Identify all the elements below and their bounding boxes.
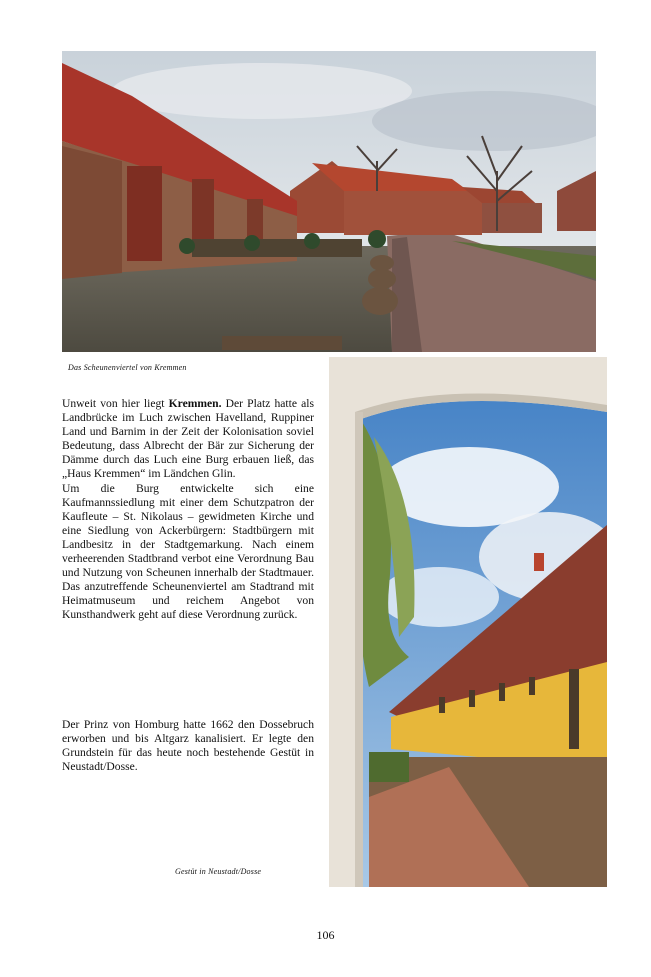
page-number: 106 <box>316 928 335 942</box>
photo-gestuet <box>329 357 607 887</box>
caption-scheunenviertel: Das Scheunenviertel von Kremmen <box>68 363 187 372</box>
text-block-homburg <box>62 718 314 774</box>
paragraph-burg: Um die Burg entwickelte sich eine Kaufmannssiedlung mit einer dem Schutzpatron der Kaufleute – St. Nikolaus – gewidmeten Kirche und eine Siedlung von Ackerbürgern: Stadtbürgern mit Landbesitz in der Stadtgemarkung. Nach einem verheerenden Stadtbrand verbot eine Verordnung Bau und Nutzung von Scheunen innerhalb der Stadtmauer. Das anzutreffende Scheunenviertel am Stadtrand mit Heimatmuseum und reichem Angebot von Kunsthandwerk geht auf diese Verordnung zurück. <box>62 481 314 622</box>
paragraph-homburg: Der Prinz von Homburg hatte 1662 den Dossebruch erworben und bis Altgarz kanalisiert. Er legte den Grundstein für das heute noch bestehende Gestüt in Neustadt/Dosse. <box>62 718 314 774</box>
photo-scheunenviertel <box>62 51 596 352</box>
caption-gestuet: Gestüt in Neustadt/Dosse <box>175 867 262 876</box>
text-block-kremmen <box>62 397 314 623</box>
paragraph-kremmen: Unweit von hier liegt Kremmen. Der Platz hatte als Landbrücke im Luch zwischen Havelland, Ruppiner Land und Barnim in der Zeit der Kolonisation soviel Bedeutung, dass Albrecht der Bär zur Sicherung der Dämme durch das Luch eine Burg erbauen ließ, das „Haus Kremmen“ im Ländchen Glin. <box>62 397 314 481</box>
place-name-kremmen: Kremmen. <box>168 397 222 410</box>
